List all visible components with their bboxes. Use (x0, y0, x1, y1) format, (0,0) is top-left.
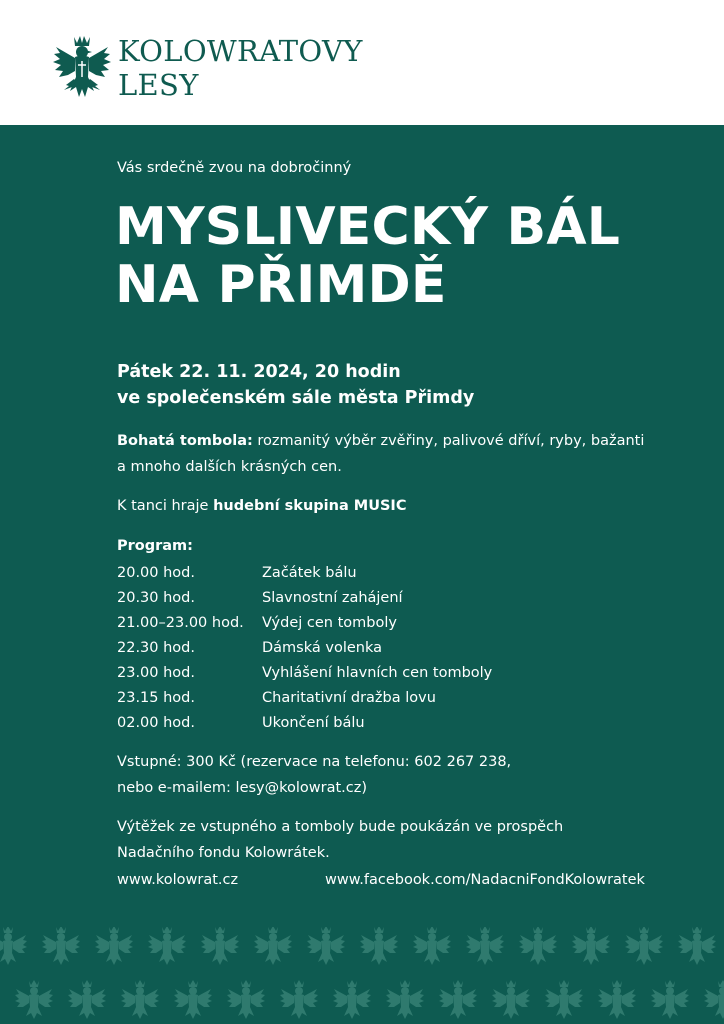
program-time: 22.30 hod. (117, 640, 195, 656)
program-row (117, 586, 492, 611)
program-event: Ukončení bálu (262, 715, 365, 731)
logo-text (118, 34, 363, 102)
program-event: Vyhlášení hlavních cen tomboly (262, 665, 493, 681)
tombola-paragraph (117, 428, 697, 480)
tombola-text-2: a mnoho dalších krásných cen. (117, 459, 342, 475)
program-row (117, 611, 492, 636)
program-row (117, 636, 492, 661)
program-row (117, 661, 492, 686)
program-event: Charitativní dražba lovu (262, 690, 436, 706)
program-time: 02.00 hod. (117, 715, 195, 731)
music-paragraph (117, 493, 697, 519)
program-time: 20.30 hod. (117, 590, 195, 606)
entry-paragraph (117, 749, 697, 801)
program-event: Výdej cen tomboly (262, 615, 397, 631)
facebook-link[interactable]: www.facebook.com/NadacniFondKolowratek (325, 872, 645, 888)
program-event: Dámská volenka (262, 640, 382, 656)
program-event: Začátek bálu (262, 565, 357, 581)
proceeds-line-1: Výtěžek ze vstupného a tomboly bude poukázán ve prospěch (117, 819, 564, 835)
program-list (117, 561, 492, 736)
program-row (117, 711, 492, 736)
eagle-crest-icon (52, 33, 112, 103)
eagle-crest-pattern-icon (0, 927, 724, 1024)
proceeds-paragraph (117, 814, 697, 866)
music-band: hudební skupina MUSIC (213, 498, 407, 514)
logo-line-1: KOLOWRATOVY (118, 34, 363, 68)
invite-text: Vás srdečně zvou na dobročinný (117, 160, 352, 176)
event-date-line-2: ve společenském sále města Přimdy (117, 388, 475, 408)
program-time: 23.15 hod. (117, 690, 195, 706)
program-label: Program: (117, 538, 193, 554)
header (0, 0, 724, 125)
event-date-line-1: Pátek 22. 11. 2024, 20 hodin (117, 362, 401, 382)
music-prefix: K tanci hraje (117, 498, 214, 514)
website-link[interactable]: www.kolowrat.cz (117, 872, 239, 888)
event-title (115, 198, 715, 314)
program-row (117, 561, 492, 586)
program-time: 23.00 hod. (117, 665, 195, 681)
event-title-line-1: MYSLIVECKÝ BÁL (115, 197, 621, 257)
tombola-text-1: rozmanitý výběr zvěřiny, palivové dříví, ryby, bažanti (252, 433, 645, 449)
proceeds-line-2: Nadačního fondu Kolowrátek. (117, 845, 330, 861)
entry-line-2: nebo e-mailem: lesy@kolowrat.cz) (117, 780, 368, 796)
logo-line-2: LESY (118, 68, 199, 102)
program-time: 20.00 hod. (117, 565, 195, 581)
event-date (117, 359, 474, 411)
event-title-line-2: NA PŘIMDĚ (115, 255, 447, 315)
tombola-label: Bohatá tombola: (117, 433, 253, 449)
program-event: Slavnostní zahájení (262, 590, 403, 606)
program-row (117, 686, 492, 711)
program-time: 21.00–23.00 hod. (117, 615, 244, 631)
entry-line-1: Vstupné: 300 Kč (rezervace na telefonu: 602 267 238, (117, 754, 512, 770)
